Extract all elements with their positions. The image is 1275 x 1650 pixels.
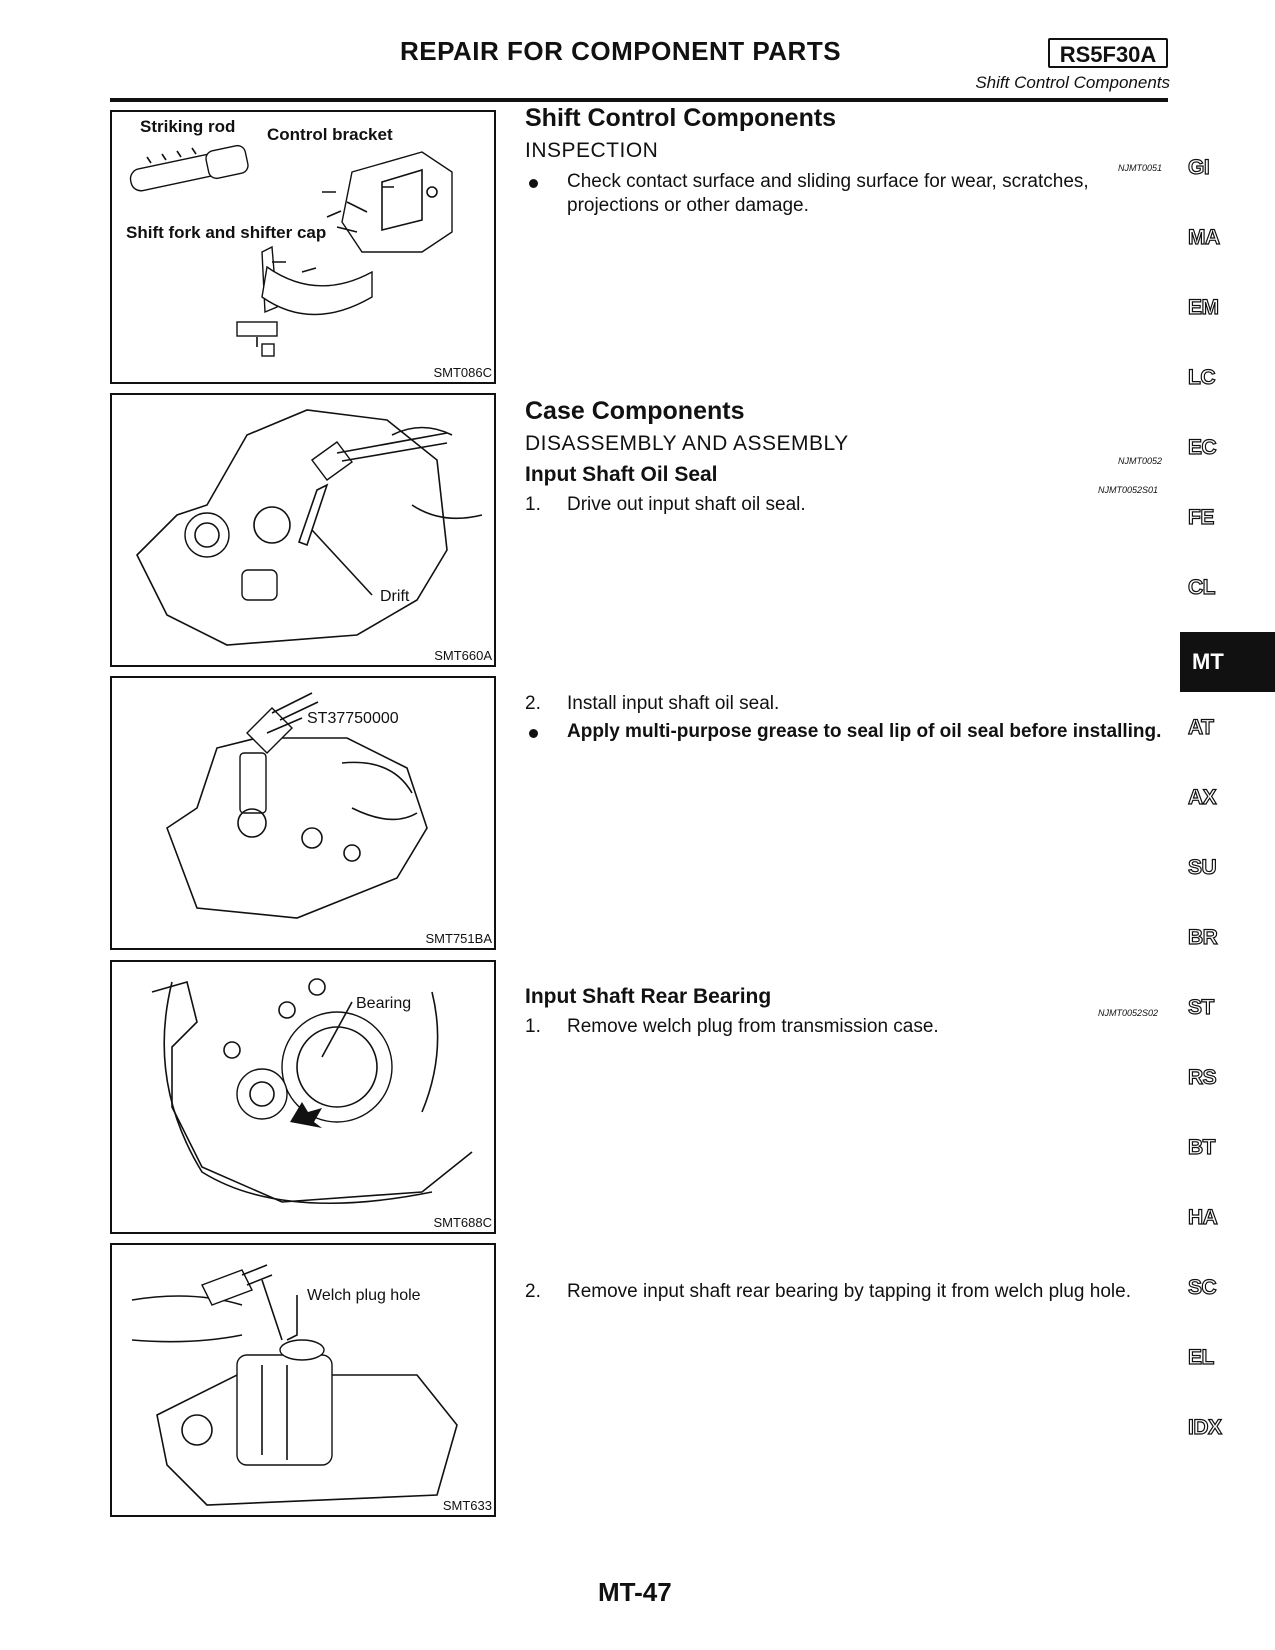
case-outline xyxy=(137,410,447,645)
ref-code: NJMT0052 xyxy=(1118,456,1163,466)
tab-cl[interactable]: CL xyxy=(1188,576,1215,599)
step-text: Install input shaft oil seal. xyxy=(567,693,780,714)
model-badge: RS5F30A xyxy=(1048,38,1168,68)
striking-rod-drawing xyxy=(129,144,250,192)
tab-ax[interactable]: AX xyxy=(1188,786,1217,809)
tab-lc[interactable]: LC xyxy=(1188,366,1215,389)
tab-at[interactable]: AT xyxy=(1188,716,1214,739)
figure-install-seal xyxy=(110,676,496,950)
tab-ha[interactable]: HA xyxy=(1188,1206,1218,1229)
tab-mt[interactable]: MT xyxy=(1180,632,1275,692)
label-control-bracket: Control bracket xyxy=(267,125,393,144)
case-section-title: Case Components xyxy=(525,397,745,425)
shift-section-title: Shift Control Components xyxy=(525,104,837,132)
step-text: Remove welch plug from transmission case. xyxy=(567,1016,939,1037)
tab-sc[interactable]: SC xyxy=(1188,1276,1217,1299)
step-number: 1. xyxy=(525,1016,541,1037)
shift-inspection-text: Check contact surface and sliding surface for wear, scratches, projections or other damage. xyxy=(567,171,1089,216)
label-tool-number: ST37750000 xyxy=(307,710,399,727)
tab-el[interactable]: EL xyxy=(1188,1346,1214,1369)
figure-drive-out-seal xyxy=(110,393,496,667)
grease-note: Apply multi-purpose grease to seal lip of oil seal before installing. xyxy=(567,721,1162,742)
oil-seal-heading: Input Shaft Oil Seal xyxy=(525,463,718,486)
drive-out-seal-illustration xyxy=(112,395,494,665)
page-title: REPAIR FOR COMPONENT PARTS xyxy=(400,36,842,66)
tab-ma[interactable]: MA xyxy=(1188,226,1220,249)
header-rule xyxy=(110,98,1168,102)
tab-bt[interactable]: BT xyxy=(1188,1136,1215,1159)
hammer-head xyxy=(202,1270,252,1305)
step-text: Remove input shaft rear bearing by tapping it from welch plug hole. xyxy=(567,1281,1131,1302)
step-number: 1. xyxy=(525,494,541,515)
bullet-dot xyxy=(529,729,538,738)
drift-rod xyxy=(262,1280,282,1340)
bearing-illustration xyxy=(112,962,494,1232)
installer-tool xyxy=(240,753,266,813)
tab-su[interactable]: SU xyxy=(1188,856,1217,879)
figure-code: SMT688C xyxy=(433,1215,492,1230)
shift-inspection-heading: INSPECTION xyxy=(525,139,659,162)
label-welch-plug-hole: Welch plug hole xyxy=(307,1287,421,1304)
figure-code: SMT086C xyxy=(433,365,492,380)
drift-tool xyxy=(299,485,327,545)
case-subtitle: DISASSEMBLY AND ASSEMBLY xyxy=(525,432,849,455)
case-outline xyxy=(167,738,427,918)
label-striking-rod: Striking rod xyxy=(140,117,236,136)
hand-outline xyxy=(132,1296,242,1342)
hammer-head xyxy=(247,708,292,753)
tab-st[interactable]: ST xyxy=(1188,996,1214,1019)
bearing-heading: Input Shaft Rear Bearing xyxy=(525,985,772,1008)
install-seal-illustration xyxy=(112,678,494,948)
label-drift: Drift xyxy=(380,588,410,605)
tab-fe[interactable]: FE xyxy=(1188,506,1214,529)
tab-gi[interactable]: GI xyxy=(1188,156,1210,179)
ref-code: NJMT0052S01 xyxy=(1098,485,1159,495)
figure-bearing xyxy=(110,960,496,1234)
figure-code: SMT633 xyxy=(442,1498,492,1513)
step-text: Drive out input shaft oil seal. xyxy=(567,494,806,515)
step-number: 2. xyxy=(525,693,541,714)
tab-em[interactable]: EM xyxy=(1188,296,1219,319)
section-subtitle: Shift Control Components xyxy=(975,73,1170,92)
welch-plug-illustration xyxy=(112,1245,494,1515)
tab-idx[interactable]: IDX xyxy=(1188,1416,1222,1439)
page-number: MT-47 xyxy=(598,1577,672,1607)
figure-code: SMT660A xyxy=(434,648,492,663)
shift-fork-drawing xyxy=(237,247,372,356)
tab-ec[interactable]: EC xyxy=(1188,436,1217,459)
figure-welch-plug xyxy=(110,1243,496,1517)
tab-rs[interactable]: RS xyxy=(1188,1066,1217,1089)
control-bracket-drawing xyxy=(322,152,452,252)
figure-shift-components xyxy=(110,110,496,384)
label-shift-fork: Shift fork and shifter cap xyxy=(126,223,327,242)
ref-code: NJMT0052S02 xyxy=(1098,1008,1159,1018)
ref-code: NJMT0051 xyxy=(1118,163,1163,173)
figure-code: SMT751BA xyxy=(425,931,492,946)
bullet-dot xyxy=(529,179,538,188)
shift-components-illustration xyxy=(112,112,494,382)
tab-br[interactable]: BR xyxy=(1188,926,1218,949)
step-number: 2. xyxy=(525,1281,541,1302)
label-bearing: Bearing xyxy=(356,995,412,1012)
